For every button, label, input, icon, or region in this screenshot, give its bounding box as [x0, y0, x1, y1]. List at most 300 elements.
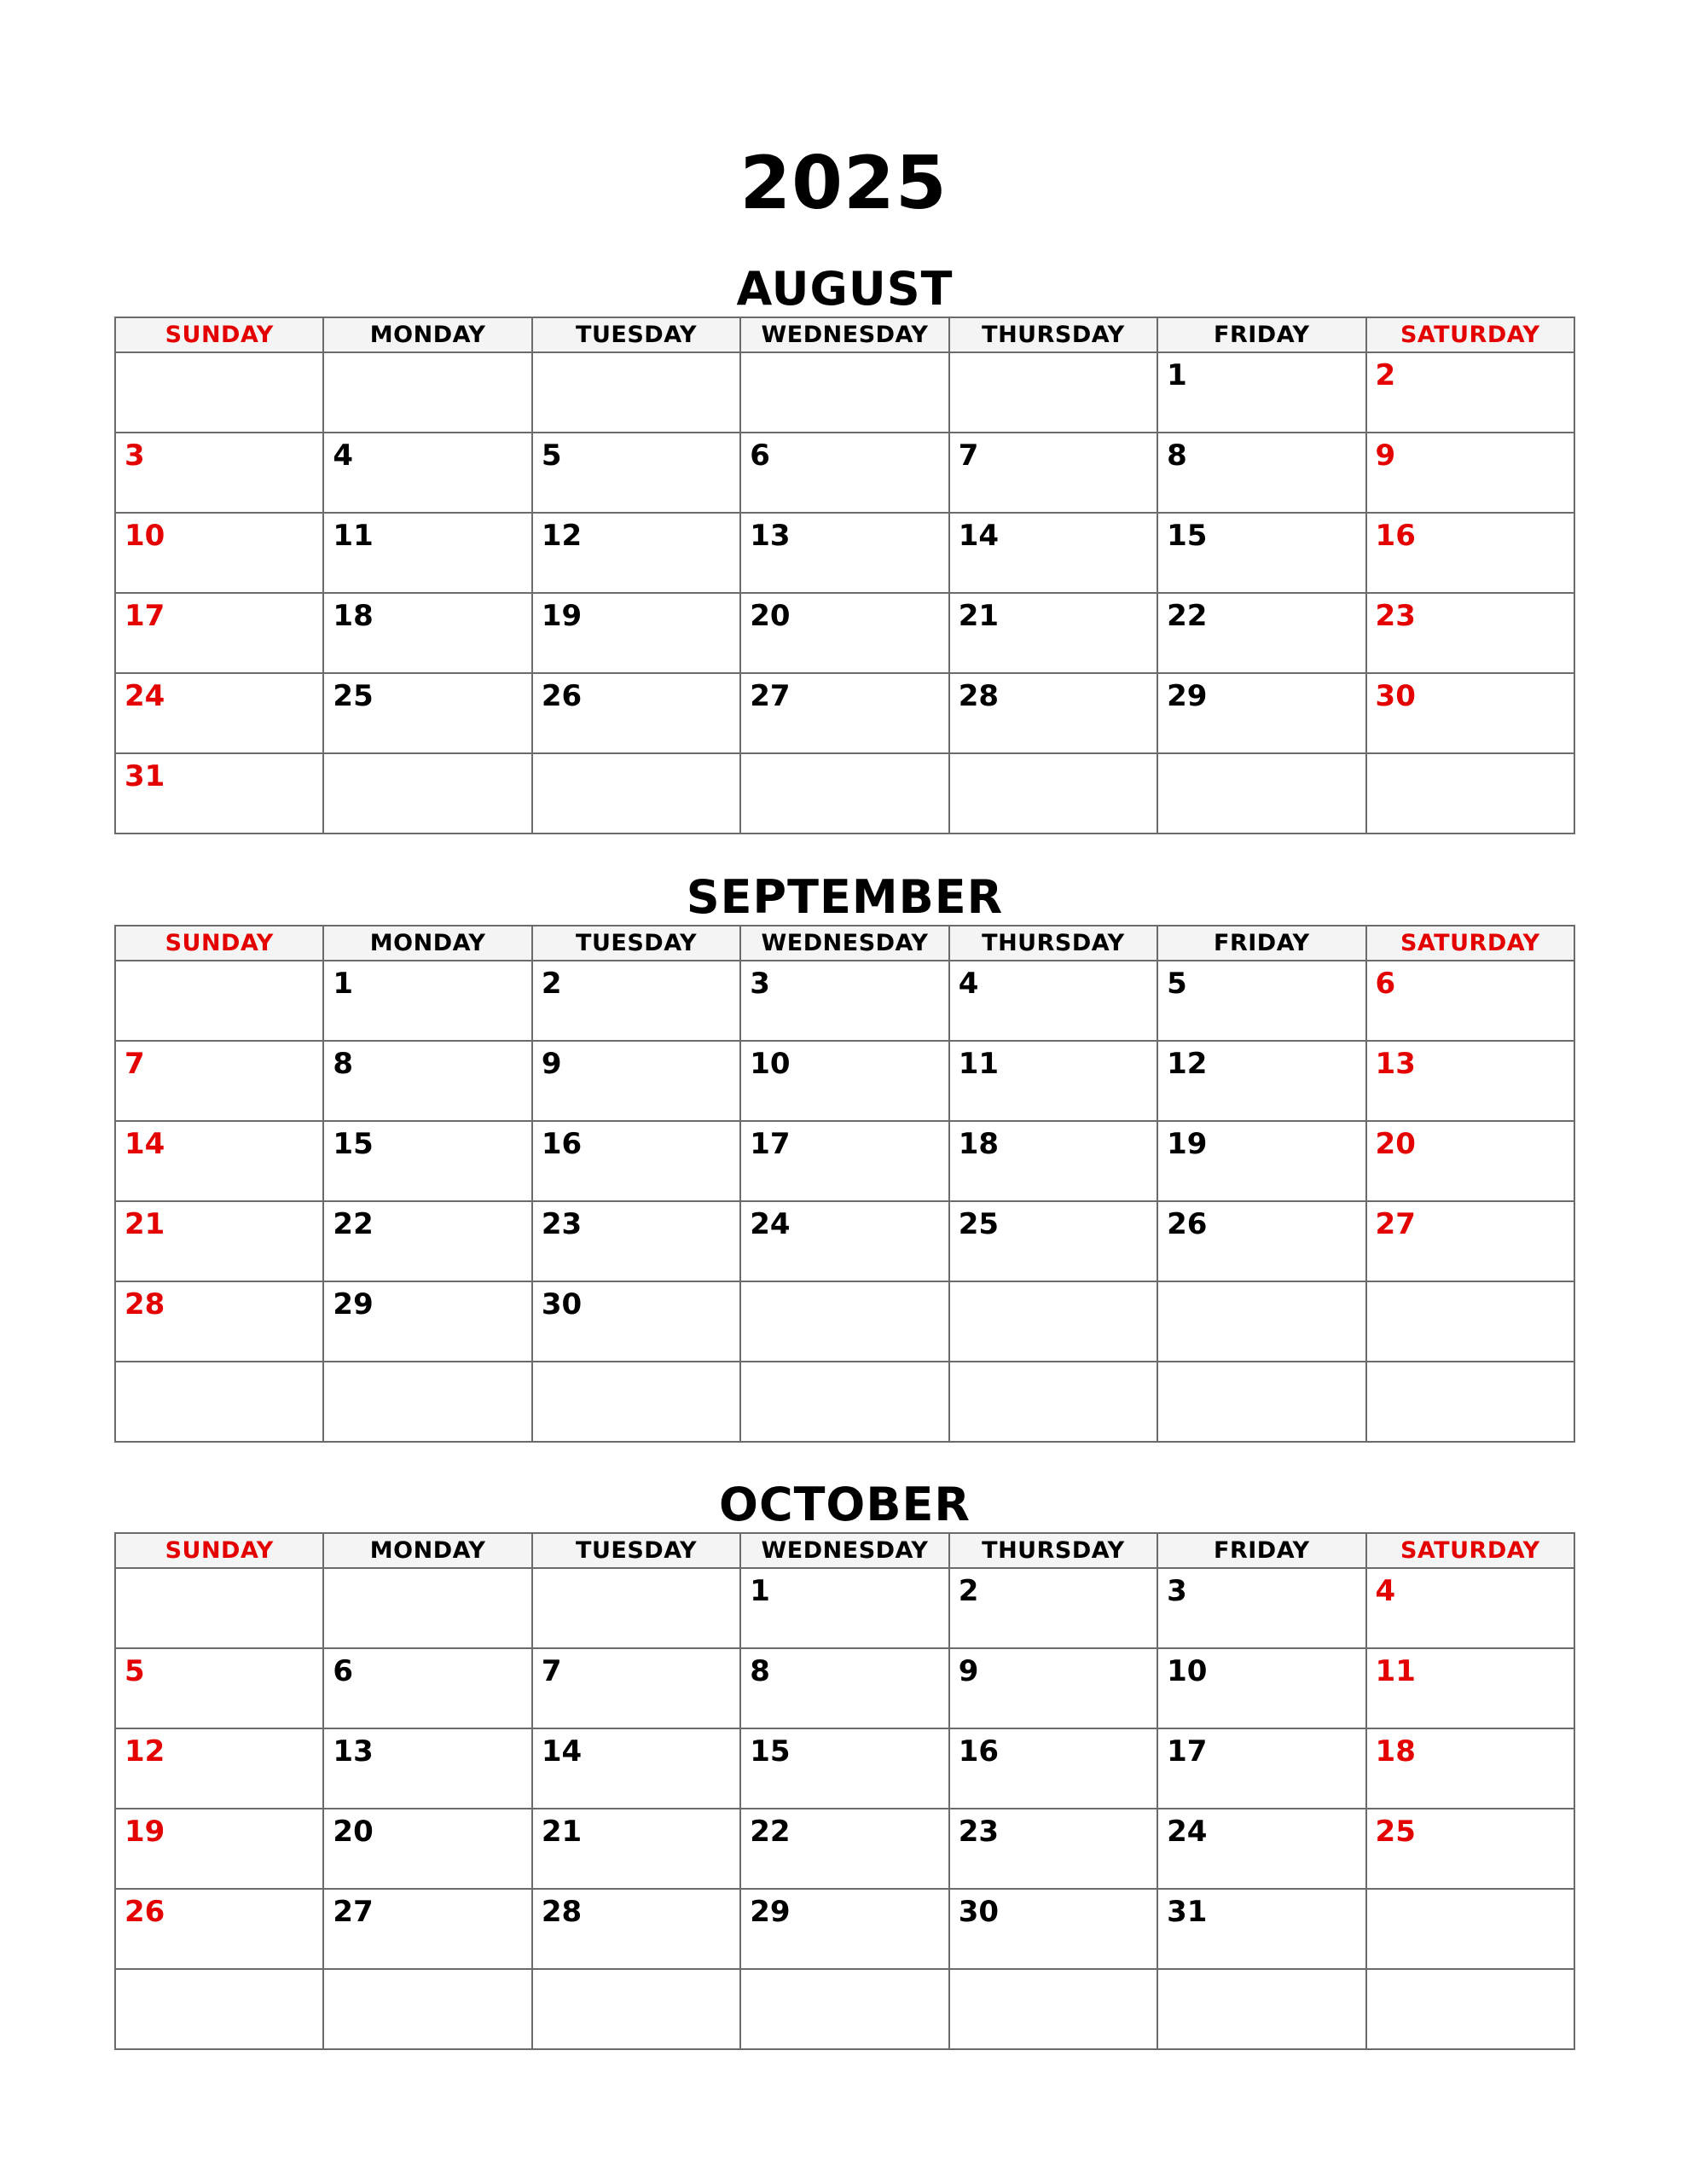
day-cell — [949, 1969, 1157, 2049]
day-cell — [1157, 1969, 1365, 2049]
week-row — [115, 961, 1574, 1041]
day-number: 8 — [1167, 439, 1187, 473]
day-cell — [115, 961, 323, 1041]
day-number: 25 — [333, 679, 374, 713]
day-number: 10 — [1167, 1654, 1208, 1688]
day-cell — [1366, 1281, 1574, 1362]
day-cell — [532, 1889, 740, 1969]
day-cell — [740, 1281, 948, 1362]
day-number: 9 — [958, 1654, 979, 1688]
day-cell — [1157, 1648, 1365, 1728]
day-cell — [115, 1362, 323, 1442]
day-cell — [323, 673, 531, 753]
day-cell — [1366, 1728, 1574, 1809]
day-number: 17 — [750, 1127, 791, 1161]
weekday-header-monday: MONDAY — [323, 926, 531, 961]
weekday-header-saturday: SATURDAY — [1366, 926, 1574, 961]
day-number: 6 — [750, 439, 770, 473]
weekday-header-thursday: THURSDAY — [949, 926, 1157, 961]
day-number: 1 — [750, 1574, 770, 1608]
day-cell — [949, 1809, 1157, 1889]
day-cell — [532, 433, 740, 513]
day-cell — [115, 1648, 323, 1728]
day-cell — [1366, 593, 1574, 673]
day-cell — [1366, 1969, 1574, 2049]
day-cell — [1366, 1041, 1574, 1121]
day-number — [116, 1970, 322, 1975]
day-number — [533, 1362, 739, 1368]
day-number: 31 — [1167, 1895, 1208, 1929]
day-number: 29 — [333, 1287, 374, 1321]
day-cell — [949, 673, 1157, 753]
day-cell — [1366, 961, 1574, 1041]
day-number — [533, 754, 739, 759]
day-number — [741, 1282, 948, 1287]
day-cell — [115, 1809, 323, 1889]
day-cell — [1366, 1648, 1574, 1728]
day-cell — [1157, 593, 1365, 673]
day-number — [1158, 1970, 1365, 1975]
day-number: 23 — [541, 1207, 583, 1241]
month-name: AUGUST — [736, 262, 954, 316]
day-number: 30 — [958, 1895, 1000, 1929]
weekday-header-monday: MONDAY — [323, 1533, 531, 1568]
day-number: 3 — [125, 439, 145, 473]
day-cell — [949, 1648, 1157, 1728]
day-number: 23 — [1375, 599, 1416, 633]
day-number — [950, 1970, 1157, 1975]
day-number: 11 — [958, 1047, 1000, 1081]
weekday-header-friday: FRIDAY — [1157, 317, 1365, 352]
day-number: 25 — [958, 1207, 1000, 1241]
day-cell — [949, 513, 1157, 593]
day-cell — [949, 1362, 1157, 1442]
day-number — [324, 353, 530, 358]
weekday-header-sunday: SUNDAY — [115, 317, 323, 352]
weekday-header-wednesday: WEDNESDAY — [740, 317, 948, 352]
day-number — [533, 353, 739, 358]
day-number: 10 — [750, 1047, 791, 1081]
year-title: 2025 — [739, 141, 948, 226]
day-number: 20 — [750, 599, 791, 633]
day-cell — [740, 1648, 948, 1728]
week-row — [115, 1121, 1574, 1201]
day-number: 30 — [541, 1287, 583, 1321]
day-number: 12 — [1167, 1047, 1208, 1081]
week-row — [115, 593, 1574, 673]
day-number — [950, 1282, 1157, 1287]
day-number — [950, 353, 1157, 358]
weekday-header-monday: MONDAY — [323, 317, 531, 352]
day-cell — [115, 673, 323, 753]
day-cell — [949, 1041, 1157, 1121]
day-cell — [532, 1121, 740, 1201]
calendar-grid — [114, 1532, 1575, 2050]
day-cell — [1157, 753, 1365, 834]
day-number: 6 — [333, 1654, 354, 1688]
day-number — [1367, 754, 1574, 759]
day-number: 15 — [750, 1734, 791, 1769]
week-row — [115, 1969, 1574, 2049]
week-row — [115, 1728, 1574, 1809]
day-cell — [115, 593, 323, 673]
day-number: 28 — [125, 1287, 165, 1321]
day-number: 3 — [1167, 1574, 1187, 1608]
day-cell — [532, 961, 740, 1041]
day-cell — [740, 433, 948, 513]
day-cell — [532, 352, 740, 433]
week-row — [115, 1648, 1574, 1728]
month-name: OCTOBER — [719, 1478, 971, 1531]
day-cell — [532, 1648, 740, 1728]
day-cell — [532, 1728, 740, 1809]
day-number: 13 — [1375, 1047, 1416, 1081]
day-cell — [323, 1568, 531, 1648]
day-number: 2 — [958, 1574, 979, 1608]
weekday-header-tuesday: TUESDAY — [532, 926, 740, 961]
day-cell — [1366, 753, 1574, 834]
day-cell — [1157, 513, 1365, 593]
day-number: 14 — [541, 1734, 583, 1769]
day-cell — [532, 753, 740, 834]
day-number: 22 — [750, 1815, 791, 1849]
day-number: 28 — [541, 1895, 583, 1929]
day-cell — [740, 1889, 948, 1969]
week-row — [115, 673, 1574, 753]
day-cell — [1366, 1889, 1574, 1969]
week-row — [115, 1041, 1574, 1121]
weekday-header-friday: FRIDAY — [1157, 1533, 1365, 1568]
day-number — [950, 754, 1157, 759]
weekday-header-row — [115, 926, 1574, 961]
day-number — [116, 1362, 322, 1368]
day-cell — [740, 1568, 948, 1648]
weekday-header-saturday: SATURDAY — [1366, 317, 1574, 352]
day-cell — [949, 1889, 1157, 1969]
day-number — [533, 1569, 739, 1574]
day-cell — [1157, 961, 1365, 1041]
week-row — [115, 433, 1574, 513]
day-cell — [740, 753, 948, 834]
day-number: 16 — [1375, 519, 1416, 553]
day-number: 19 — [541, 599, 583, 633]
day-number: 21 — [125, 1207, 165, 1241]
day-cell — [740, 1809, 948, 1889]
day-cell — [323, 513, 531, 593]
day-cell — [115, 753, 323, 834]
week-row — [115, 1362, 1574, 1442]
day-cell — [323, 1041, 531, 1121]
week-row — [115, 1201, 1574, 1281]
day-number — [1367, 1970, 1574, 1975]
day-number: 8 — [333, 1047, 354, 1081]
day-cell — [115, 352, 323, 433]
day-cell — [115, 1281, 323, 1362]
weekday-header-thursday: THURSDAY — [949, 1533, 1157, 1568]
month-name: SEPTEMBER — [686, 870, 1004, 924]
day-cell — [1157, 1889, 1365, 1969]
day-cell — [532, 513, 740, 593]
day-cell — [949, 593, 1157, 673]
day-cell — [740, 513, 948, 593]
day-cell — [1366, 1121, 1574, 1201]
day-cell — [532, 1809, 740, 1889]
day-cell — [532, 1568, 740, 1648]
day-number: 22 — [1167, 599, 1208, 633]
day-number: 11 — [1375, 1654, 1416, 1688]
day-cell — [323, 1889, 531, 1969]
day-number: 22 — [333, 1207, 374, 1241]
day-cell — [115, 1121, 323, 1201]
day-number — [741, 1970, 948, 1975]
day-number: 9 — [541, 1047, 562, 1081]
weekday-header-tuesday: TUESDAY — [532, 1533, 740, 1568]
day-number: 29 — [750, 1895, 791, 1929]
day-number — [950, 1362, 1157, 1368]
day-number: 4 — [958, 967, 979, 1001]
day-number — [741, 1362, 948, 1368]
day-number: 4 — [333, 439, 354, 473]
day-number: 17 — [1167, 1734, 1208, 1769]
weekday-header-row — [115, 1533, 1574, 1568]
day-cell — [1366, 513, 1574, 593]
day-cell — [323, 433, 531, 513]
day-number: 5 — [125, 1654, 145, 1688]
day-number: 19 — [1167, 1127, 1208, 1161]
day-cell — [740, 961, 948, 1041]
day-number: 17 — [125, 599, 165, 633]
day-cell — [323, 961, 531, 1041]
weekday-header-sunday: SUNDAY — [115, 926, 323, 961]
day-cell — [323, 1281, 531, 1362]
day-number: 6 — [1375, 967, 1396, 1001]
day-cell — [323, 1201, 531, 1281]
day-number: 25 — [1375, 1815, 1416, 1849]
day-cell — [532, 1281, 740, 1362]
day-number — [1158, 754, 1365, 759]
day-number — [324, 1362, 530, 1368]
day-number: 19 — [125, 1815, 165, 1849]
day-number: 24 — [125, 679, 165, 713]
day-number: 26 — [125, 1895, 165, 1929]
day-cell — [115, 1041, 323, 1121]
day-cell — [323, 593, 531, 673]
day-number: 14 — [125, 1127, 165, 1161]
day-cell — [532, 1362, 740, 1442]
day-number: 26 — [541, 679, 583, 713]
day-number: 16 — [541, 1127, 583, 1161]
day-cell — [323, 753, 531, 834]
weekday-header-thursday: THURSDAY — [949, 317, 1157, 352]
day-cell — [1366, 673, 1574, 753]
day-cell — [1366, 352, 1574, 433]
day-number: 7 — [125, 1047, 145, 1081]
weekday-header-tuesday: TUESDAY — [532, 317, 740, 352]
day-number: 15 — [333, 1127, 374, 1161]
day-cell — [1157, 1121, 1365, 1201]
day-cell — [323, 1809, 531, 1889]
day-cell — [740, 1201, 948, 1281]
day-cell — [949, 1281, 1157, 1362]
day-number: 7 — [958, 439, 979, 473]
week-row — [115, 352, 1574, 433]
day-number: 5 — [1167, 967, 1187, 1001]
day-number: 10 — [125, 519, 165, 553]
day-number — [1367, 1362, 1574, 1368]
day-number: 24 — [750, 1207, 791, 1241]
day-cell — [115, 1889, 323, 1969]
day-number: 1 — [333, 967, 354, 1001]
day-cell — [1157, 1201, 1365, 1281]
day-number: 18 — [333, 599, 374, 633]
day-cell — [532, 593, 740, 673]
day-number: 12 — [125, 1734, 165, 1769]
day-number: 1 — [1167, 358, 1187, 392]
day-cell — [949, 352, 1157, 433]
week-row — [115, 753, 1574, 834]
day-number: 3 — [750, 967, 770, 1001]
day-cell — [115, 1201, 323, 1281]
day-number — [1367, 1890, 1574, 1895]
day-cell — [115, 433, 323, 513]
day-cell — [532, 673, 740, 753]
day-cell — [949, 753, 1157, 834]
day-cell — [532, 1969, 740, 2049]
day-number: 29 — [1167, 679, 1208, 713]
day-cell — [323, 1969, 531, 2049]
week-row — [115, 513, 1574, 593]
day-number: 21 — [958, 599, 1000, 633]
day-cell — [949, 961, 1157, 1041]
day-number: 24 — [1167, 1815, 1208, 1849]
day-number: 11 — [333, 519, 374, 553]
day-number: 5 — [541, 439, 562, 473]
weekday-header-wednesday: WEDNESDAY — [740, 926, 948, 961]
day-number: 20 — [1375, 1127, 1416, 1161]
calendar-grid — [114, 925, 1575, 1443]
day-cell — [1157, 1568, 1365, 1648]
day-number: 30 — [1375, 679, 1416, 713]
day-number — [116, 353, 322, 358]
day-cell — [115, 1969, 323, 2049]
day-cell — [740, 1969, 948, 2049]
day-number: 27 — [750, 679, 791, 713]
day-cell — [1366, 1809, 1574, 1889]
day-number — [324, 1569, 530, 1574]
day-number: 27 — [1375, 1207, 1416, 1241]
day-number: 31 — [125, 759, 165, 793]
day-cell — [323, 1121, 531, 1201]
calendar-grid — [114, 317, 1575, 834]
day-number: 12 — [541, 519, 583, 553]
day-cell — [1157, 1362, 1365, 1442]
day-number — [116, 1569, 322, 1574]
day-number: 7 — [541, 1654, 562, 1688]
day-cell — [740, 1728, 948, 1809]
day-number: 18 — [1375, 1734, 1416, 1769]
day-cell — [1157, 673, 1365, 753]
day-number — [533, 1970, 739, 1975]
day-cell — [115, 513, 323, 593]
day-number: 23 — [958, 1815, 1000, 1849]
weekday-header-saturday: SATURDAY — [1366, 1533, 1574, 1568]
day-cell — [1157, 1041, 1365, 1121]
week-row — [115, 1809, 1574, 1889]
day-cell — [1157, 352, 1365, 433]
day-number — [116, 961, 322, 967]
day-cell — [949, 1728, 1157, 1809]
day-number: 14 — [958, 519, 1000, 553]
day-number: 9 — [1375, 439, 1396, 473]
day-number: 20 — [333, 1815, 374, 1849]
day-cell — [740, 673, 948, 753]
day-number: 16 — [958, 1734, 1000, 1769]
day-cell — [1157, 1728, 1365, 1809]
day-cell — [1366, 1568, 1574, 1648]
day-cell — [323, 1648, 531, 1728]
day-number — [1367, 1282, 1574, 1287]
day-number: 15 — [1167, 519, 1208, 553]
day-cell — [323, 1362, 531, 1442]
day-number: 26 — [1167, 1207, 1208, 1241]
day-number — [324, 1970, 530, 1975]
day-cell — [1366, 433, 1574, 513]
day-number — [741, 754, 948, 759]
weekday-header-row — [115, 317, 1574, 352]
day-cell — [949, 1121, 1157, 1201]
week-row — [115, 1568, 1574, 1648]
day-number: 28 — [958, 679, 1000, 713]
week-row — [115, 1281, 1574, 1362]
day-number: 2 — [541, 967, 562, 1001]
weekday-header-sunday: SUNDAY — [115, 1533, 323, 1568]
day-cell — [949, 433, 1157, 513]
day-cell — [532, 1041, 740, 1121]
day-number: 13 — [333, 1734, 374, 1769]
day-cell — [949, 1568, 1157, 1648]
day-cell — [115, 1568, 323, 1648]
day-cell — [115, 1728, 323, 1809]
day-cell — [740, 1041, 948, 1121]
day-cell — [1157, 1281, 1365, 1362]
week-row — [115, 1889, 1574, 1969]
day-cell — [323, 352, 531, 433]
day-number — [324, 754, 530, 759]
day-cell — [740, 352, 948, 433]
day-cell — [1157, 1809, 1365, 1889]
day-number — [1158, 1282, 1365, 1287]
day-number: 18 — [958, 1127, 1000, 1161]
day-number: 21 — [541, 1815, 583, 1849]
day-number — [1158, 1362, 1365, 1368]
day-cell — [1157, 433, 1365, 513]
day-cell — [740, 1121, 948, 1201]
weekday-header-friday: FRIDAY — [1157, 926, 1365, 961]
day-number: 2 — [1375, 358, 1396, 392]
weekday-header-wednesday: WEDNESDAY — [740, 1533, 948, 1568]
day-cell — [532, 1201, 740, 1281]
day-cell — [323, 1728, 531, 1809]
day-number: 27 — [333, 1895, 374, 1929]
day-number: 8 — [750, 1654, 770, 1688]
day-cell — [740, 1362, 948, 1442]
day-number: 4 — [1375, 1574, 1396, 1608]
day-number — [741, 353, 948, 358]
day-number: 13 — [750, 519, 791, 553]
day-cell — [740, 593, 948, 673]
day-cell — [949, 1201, 1157, 1281]
day-cell — [1366, 1362, 1574, 1442]
